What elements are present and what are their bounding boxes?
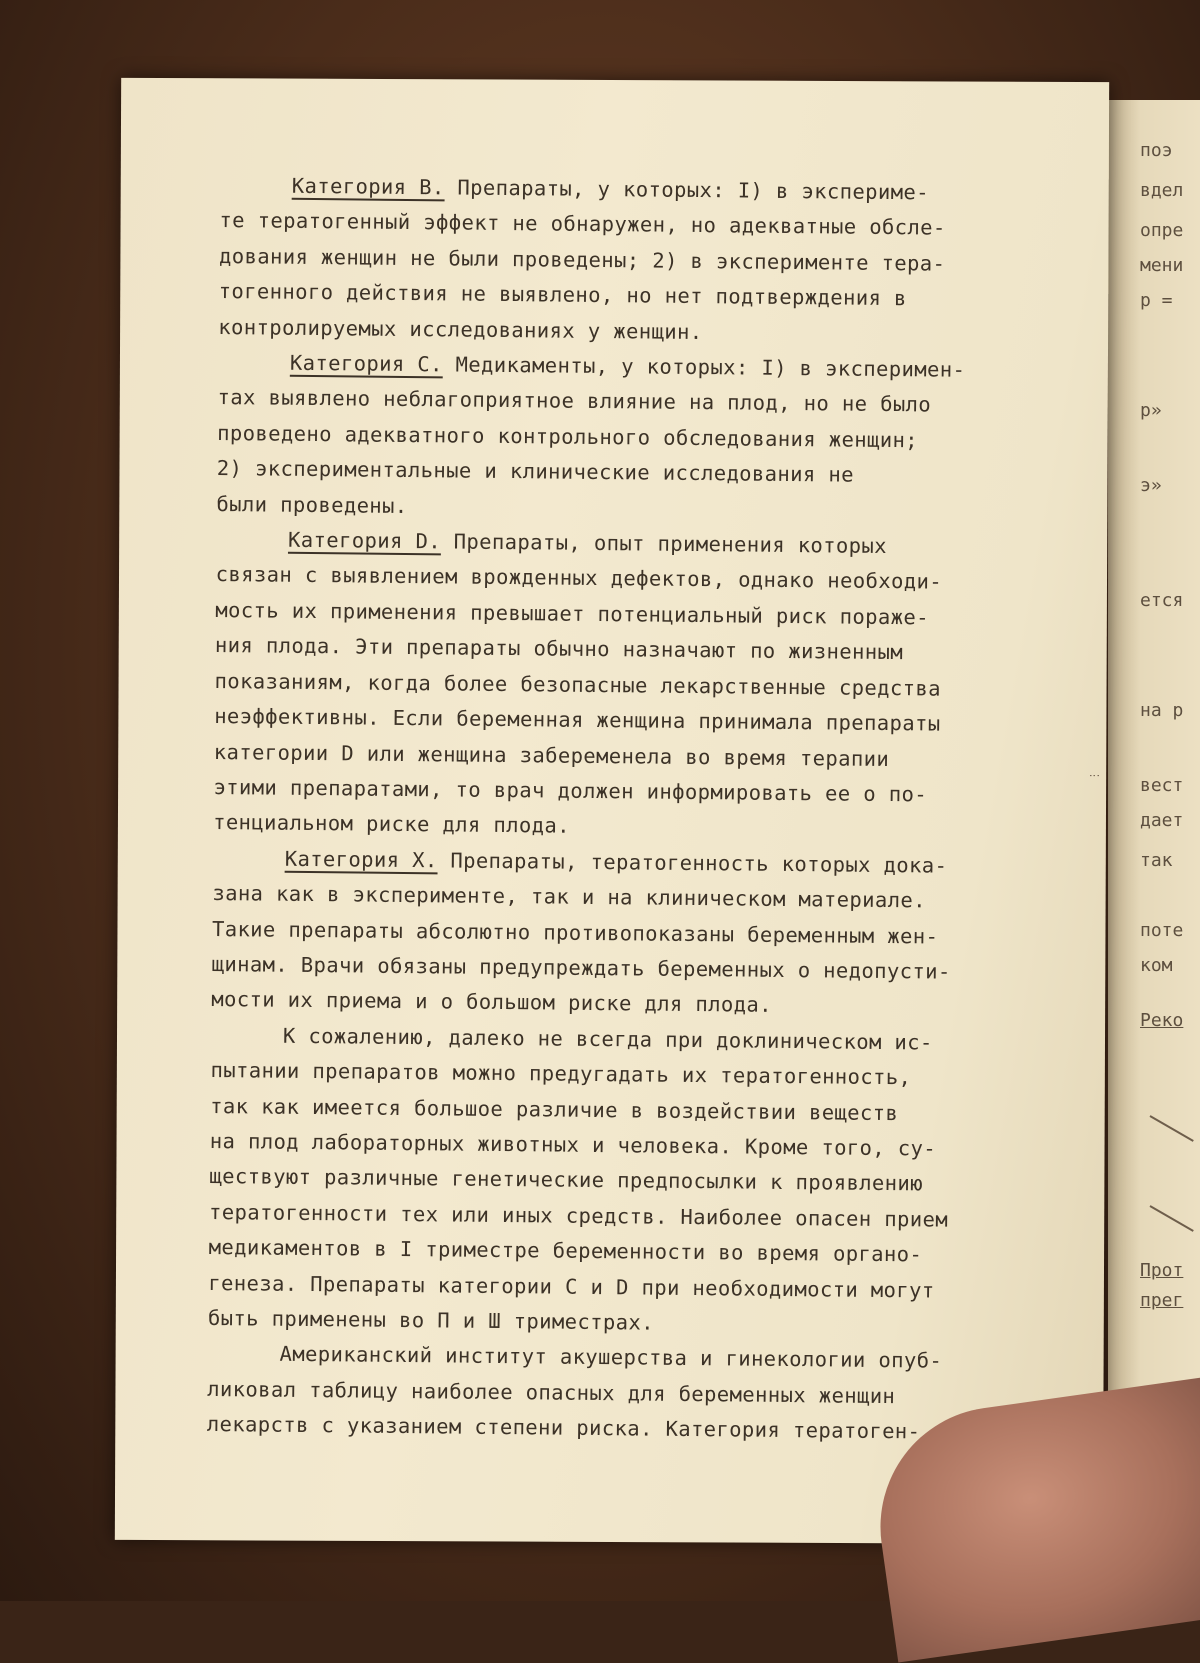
adjacent-page-fragment: э» xyxy=(1140,475,1162,496)
text-line: зана как в эксперименте, так и на клиническом материале. xyxy=(212,881,927,913)
text-line: на плод лабораторных животных и человека. Кроме того, су- xyxy=(209,1128,937,1161)
category-heading: Категория В. xyxy=(291,173,445,200)
text-line: К сожалению, далеко не всегда при доклиническом ис- xyxy=(282,1023,933,1055)
adjacent-page-fragment: поэ xyxy=(1140,140,1173,161)
text-line: неэффективны. Если беременная женщина принимала препараты xyxy=(214,704,941,736)
adjacent-page-fragment: опре xyxy=(1140,220,1184,241)
text-line: те тератогенный эффект не обнаружен, но адекватные обсле- xyxy=(219,208,946,241)
adjacent-page-fragment: Реко xyxy=(1140,1010,1184,1031)
adjacent-page-fragment: дает xyxy=(1140,810,1184,831)
text-line: щинам. Врачи обязаны предупреждать беременных о недопусти- xyxy=(211,951,951,984)
category-heading: Категория D. xyxy=(287,527,442,554)
adjacent-page-fragment: прег xyxy=(1140,1290,1184,1311)
text-line: Медикаменты, у которых: I) в эксперимен- xyxy=(442,352,966,382)
text-line: тенциальном риске для плода. xyxy=(213,810,571,839)
text-line: медикаментов в I триместре беременности во время органо- xyxy=(208,1235,923,1267)
text-line: генеза. Препараты категории С и D при необходимости могут xyxy=(208,1270,935,1303)
text-line: мость их применения превышает потенциальный риск пораже- xyxy=(215,597,930,630)
text-line: тератогенности тех или иных средств. Наиболее опасен прием xyxy=(208,1199,949,1232)
text-line: тах выявлено неблагоприятное влияние на плод, но не было xyxy=(217,385,932,417)
text-line: связан с выявлением врожденных дефектов, однако необходи- xyxy=(215,562,943,595)
text-line: дования женщин не были проведены; 2) в эксперименте тера- xyxy=(218,243,946,276)
text-line: Такие препараты абсолютно противопоказаны беременным жен- xyxy=(211,916,939,949)
adjacent-page-fragment: ется xyxy=(1140,590,1184,611)
document-body xyxy=(207,168,1070,1451)
text-line: 2) экспериментальные и клинические исследования не xyxy=(216,456,855,487)
margin-pencil-mark: ⋮ xyxy=(1088,770,1101,781)
category-heading: Категория С. xyxy=(289,350,443,377)
adjacent-page-fragment: так xyxy=(1140,850,1173,871)
text-line: Препараты, тератогенность которых дока- xyxy=(437,848,948,878)
text-line: были проведены. xyxy=(216,491,408,518)
text-line: ния плода. Эти препараты обычно назначают по жизненным xyxy=(214,633,904,665)
text-line: Препараты, у которых: I) в экспериме- xyxy=(444,175,930,205)
text-line: ликовал таблицу наиболее опасных для беременных женщин xyxy=(207,1376,896,1408)
adjacent-page-fragment: р = xyxy=(1140,290,1173,311)
text-line: быть применены во П и Ш триместрах. xyxy=(207,1305,655,1335)
text-line: Препараты, опыт применения которых xyxy=(440,529,888,559)
adjacent-page-fragment: на р xyxy=(1140,700,1184,721)
text-line: тогенного действия не выявлено, но нет подтверждения в xyxy=(218,279,907,311)
adjacent-page-fragment: вест xyxy=(1140,775,1184,796)
category-heading: Категория Х. xyxy=(284,846,438,873)
adjacent-page-fragment: поте xyxy=(1140,920,1184,941)
text-line: мости их приема и о большом риске для плода. xyxy=(211,987,773,1018)
text-line: пытании препаратов можно предугадать их тератогенность, xyxy=(210,1058,912,1090)
adjacent-page-fragment: мени xyxy=(1140,255,1184,276)
text-line: этими препаратами, то врач должен информировать ее о по- xyxy=(213,774,928,807)
text-line: так как имеется большое различие в воздействии веществ xyxy=(210,1093,899,1125)
text-line: категории D или женщина забеременела во время терапии xyxy=(213,739,890,771)
text-line: показаниям, когда более безопасные лекарственные средства xyxy=(214,668,942,701)
adjacent-page-fragment: вдел xyxy=(1140,180,1184,201)
text-line: контролируемых исследованиях у женщин. xyxy=(218,314,703,344)
adjacent-page-fragment: Прот xyxy=(1140,1260,1184,1281)
text-line: ществуют различные генетические предпосылки к проявлению xyxy=(209,1164,924,1196)
text-line: лекарств с указанием степени риска. Категория тератоген- xyxy=(206,1412,921,1444)
adjacent-page-fragment: ком xyxy=(1140,955,1173,976)
text-line: Американский институт акушерства и гинекологии опуб- xyxy=(279,1342,943,1374)
adjacent-page-fragment: р» xyxy=(1140,400,1162,421)
text-line: проведено адекватного контрольного обследования женщин; xyxy=(217,420,919,453)
